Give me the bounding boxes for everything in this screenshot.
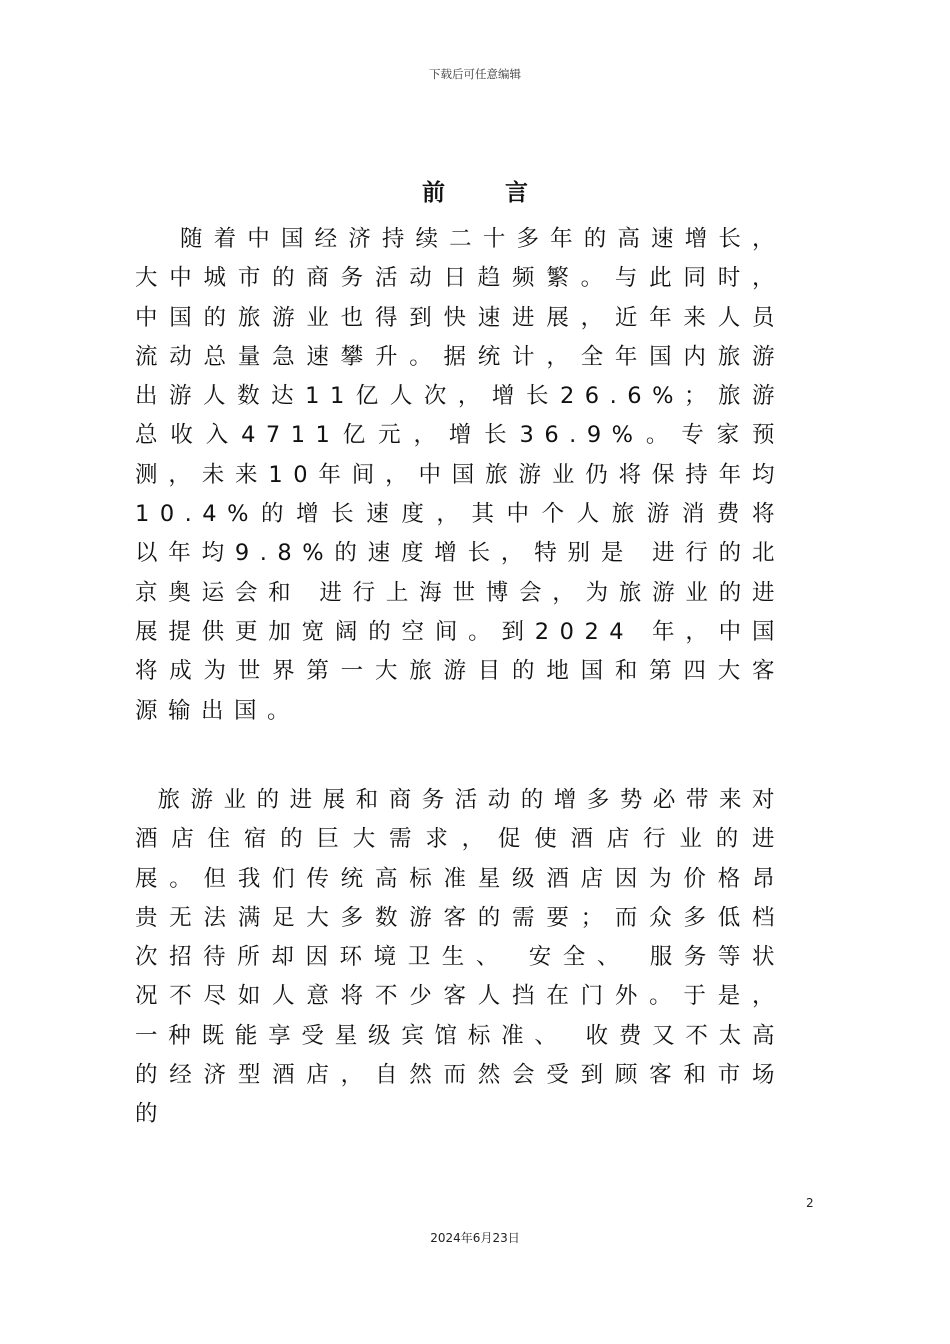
paragraph-2: 旅游业的进展和商务活动的增多势必带来对酒店住宿的巨大需求，促使酒店行业的进展。但我们传统高标准星级酒店因为价格昂贵无法满足大多数游客的需要；而众多低档次招待所却因环境卫生、 安全、 服务等状况不尽如人意将不少客人挡在门外。于是，一种既能享受星级宾馆标准、 收费又不太高的经济型酒店，自然而然会受到顾客和市场的 — [135, 787, 785, 1128]
page-title: 前 言 — [421, 180, 554, 206]
page-number: 2 — [806, 1196, 814, 1210]
header-note: 下载后可任意编辑 — [429, 67, 521, 81]
paragraph-1: 随着中国经济持续二十多年的高速增长，大中城市的商务活动日趋频繁。与此同时，中国的旅游业也得到快速进展，近年来人员流动总量急速攀升。据统计，全年国内旅游出游人数达11亿人次，增长26.6%；旅游总收入4711亿元，增长36.9%。专家预测，未来10年间，中国旅游业仍将保持年均10.4%的增长速度，其中个人旅游消费将以年均9.8%的速度增长，特别是 进行的北京奥运会和 进行上海世博会，为旅游业的进展提供更加宽阔的空间。到2024 年，中国将成为世界第一大旅游目的地国和第四大客源输出国。 — [135, 226, 785, 724]
footer-date: 2024年6月23日 — [430, 1231, 520, 1245]
